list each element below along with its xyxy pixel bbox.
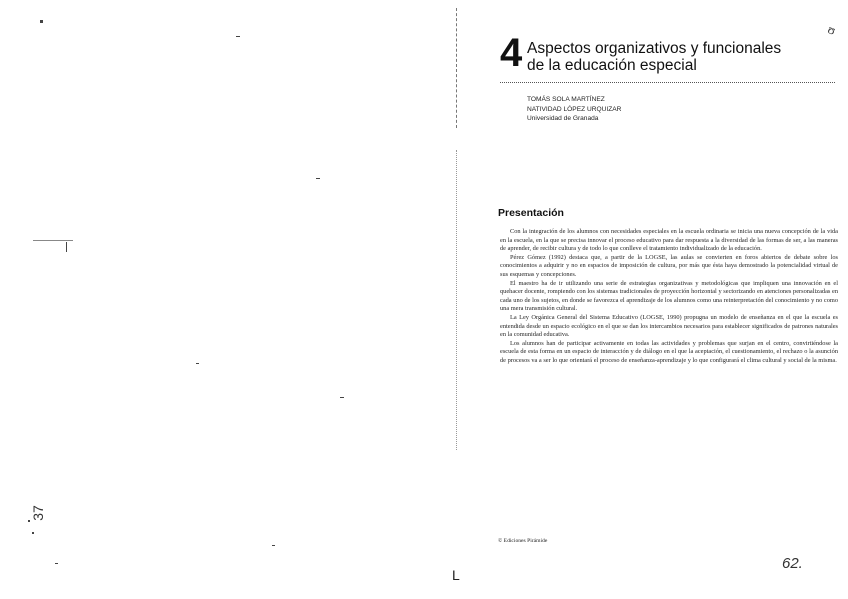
scan-speck <box>32 532 34 534</box>
chapter-title-line: de la educación especial <box>527 57 697 74</box>
corner-scribble: ʊ <box>825 21 838 38</box>
chapter-number: 4 <box>500 31 523 75</box>
author-block <box>527 95 621 124</box>
paragraph: El maestro ha de ir utilizando una serie de estrategias organizativas y metodológicas que impliquen una innovación en el quehacer docente, rompiendo con los sistemas tradicionales de proyección horizontal y sectorizando en atenciones personalizadas en cada uno de los sujetos, en donde se favorezca el aprendizaje de los alumnos como una reinterpretación del conocimiento y no como una mera transmisión cultural. <box>500 279 838 313</box>
scan-speck <box>33 240 73 241</box>
scan-speck <box>196 363 199 364</box>
paragraph: Con la integración de los alumnos con necesidades especiales en la escuela ordinaria se inicia una nueva concepción de la vida en la escuela, en la que se precisa innovar el proceso educativo para dar respuesta a la diversidad de las formas de ser, a las maneras de aprender, de recibir cultura y de todo lo que conlleve el tratamiento individualizado de la educación. <box>500 228 838 253</box>
scan-speck <box>236 36 240 37</box>
paragraph: Pérez Gómez (1992) destaca que, a partir de la LOGSE, las aulas se convierten en foros abiertos de debate sobre los conocimientos a adquirir y no en espacios de imposición de cultura, por más que ésta haya demostrado la potencialidad virtual de sus esquemas y concepciones. <box>500 253 838 278</box>
author-name: TOMÁS SOLA MARTÍNEZ <box>527 96 605 103</box>
scan-speck <box>55 563 58 564</box>
publisher-footer: © Ediciones Pirámide <box>498 538 548 544</box>
scan-speck <box>340 397 344 398</box>
chapter-title <box>527 40 827 74</box>
scan-speck <box>66 242 67 252</box>
page-gutter <box>456 150 458 450</box>
scan-speck <box>272 545 275 546</box>
handwritten-page-number: 62. <box>782 555 803 572</box>
scan-speck <box>316 178 320 179</box>
paragraph: Los alumnos han de participar activamente en todas las actividades y problemas que surjan en el centro, convirtiéndose la escuela de esta forma en un espacio de interacción y de diálogo en el que la aceptación, el cuestionamiento, el rechazo o la asunción de procesos va a ser lo que orientará el proceso de enseñanza-aprendizaje y lo que configurará el clima cultural y social de la misma. <box>500 339 838 364</box>
title-rule <box>500 82 835 83</box>
handwritten-margin-mark: 37 <box>29 505 46 521</box>
author-name: NATIVIDAD LÓPEZ URQUIZAR <box>527 105 622 113</box>
author-affiliation: Universidad de Granada <box>527 115 599 122</box>
scan-speck <box>40 20 43 23</box>
scan-speck <box>28 520 30 522</box>
gutter-mark: L <box>452 567 460 583</box>
body-text <box>500 228 838 366</box>
chapter-title-line: Aspectos organizativos y funcionales <box>527 40 782 57</box>
paragraph: La Ley Orgánica General del Sistema Educativo (LOGSE, 1990) propugna un modelo de enseñanza en el que la escuela es entendida desde un espacio ecológico en el que se dan los intercambios necesarios para establecer significados de patrones naturales en la comunidad educativa. <box>500 313 838 339</box>
section-heading: Presentación <box>498 207 564 219</box>
page-gutter <box>456 8 458 128</box>
